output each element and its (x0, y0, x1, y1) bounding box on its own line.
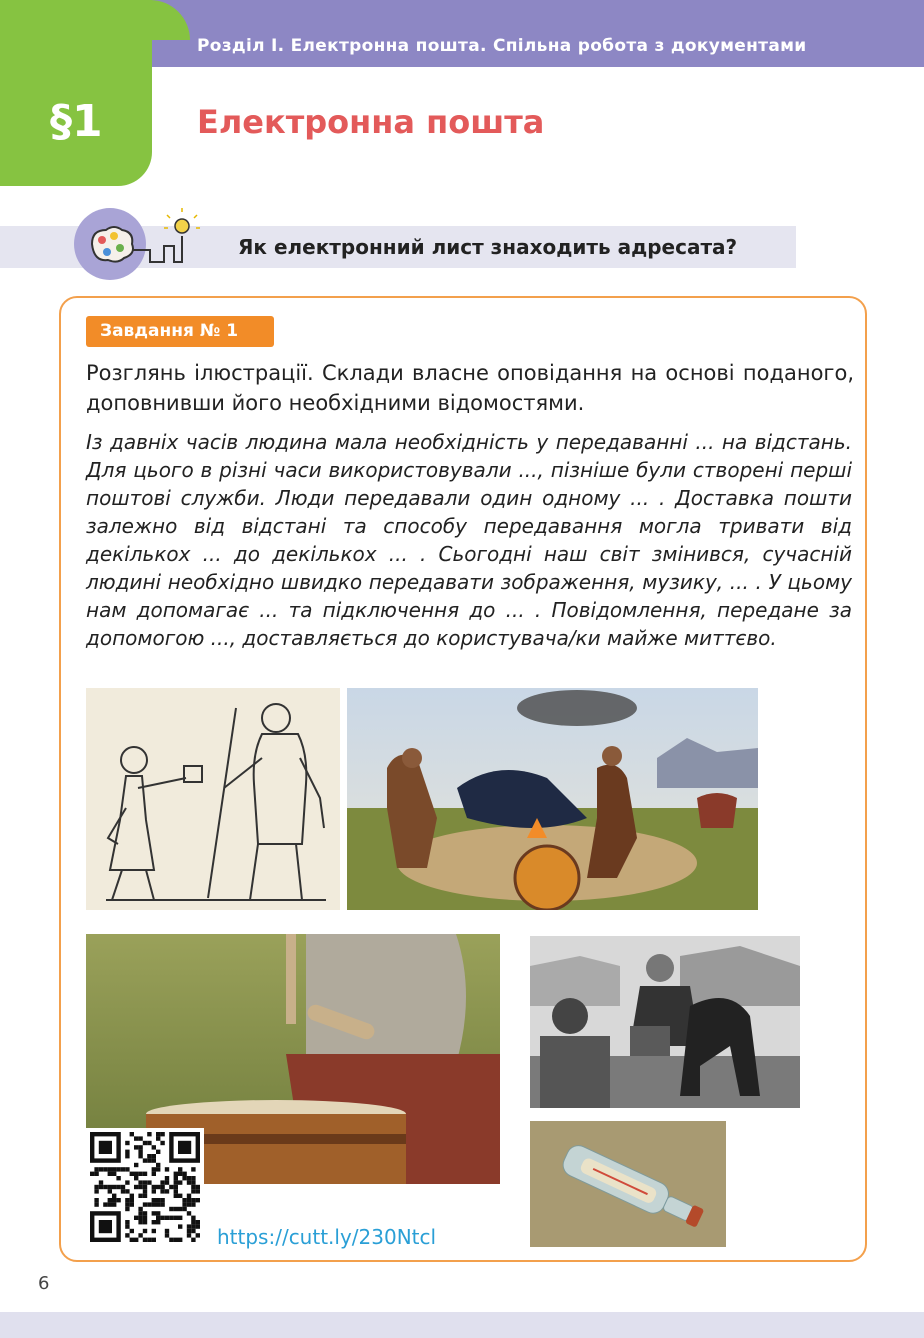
paragraph-number-tab (0, 0, 152, 186)
smoke-signals-painting (347, 688, 758, 910)
section-header: Розділ І. Електронна пошта. Спільна робота з документами (197, 36, 807, 56)
message-in-bottle-photo (530, 1121, 726, 1247)
brain-lightbulb-icon (74, 206, 200, 282)
resource-link[interactable]: https://cutt.ly/230Ntcl (217, 1225, 437, 1249)
qr-code[interactable] (86, 1128, 204, 1246)
page-number: 6 (38, 1273, 50, 1294)
egyptian-messenger-drawing (86, 688, 340, 910)
task-story: Із давніх часів людина мала необхідність у передаванні ... на відстань. Для цього в різні часи використовували ..., пізніше були створені перші поштові служби. Люди передавали один одному ... . Доставка пошти залежно від відстані та способу передавання могла тривати від декількох ... до декількох ... . Сьогодні наш світ змінився, сучасній людині необхідно швидко передавати зображення, музику, ... . У цьому нам допомагає ... та підключення до ... . Повідомлення, передане за допомогою ..., доставляється до користувача/ки майже миттєво. (86, 430, 852, 650)
task-instruction: Розглянь ілюстрації. Склади власне оповідання на основі поданого, доповнивши його необхідними відомостями. (86, 361, 854, 415)
page-title: Електронна пошта (197, 103, 545, 141)
paragraph-number: §1 (50, 96, 103, 147)
question-text: Як електронний лист знаходить адресата? (238, 235, 738, 259)
footer-band (0, 1312, 924, 1338)
header-band (150, 0, 924, 67)
horseback-postman-photo (530, 936, 800, 1108)
task-label: Завдання № 1 (86, 316, 274, 347)
